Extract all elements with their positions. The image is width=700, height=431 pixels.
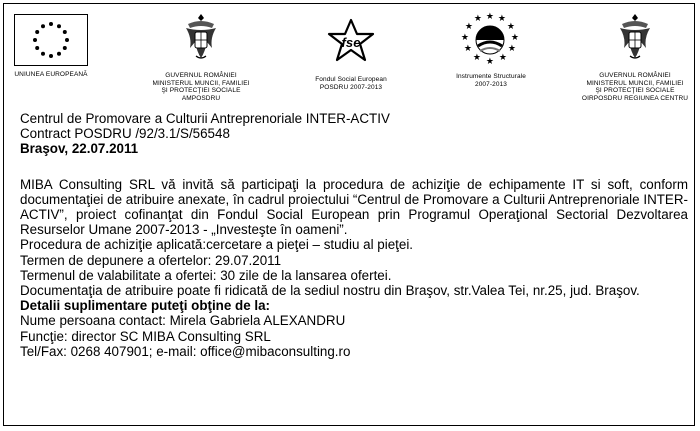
contract-number: Contract POSDRU /92/3.1/S/56548 [20, 126, 230, 142]
logo-strip [6, 10, 694, 102]
svg-text:★: ★ [472, 53, 482, 63]
eu-caption: UNIUNEA EUROPEANĂ [14, 71, 88, 78]
svg-text:★: ★ [498, 53, 508, 63]
logo-instrumente-structurale [436, 10, 546, 88]
logo-government-left [146, 10, 256, 102]
deadline-line: Termen de depunere a ofertelor: 29.07.2011 [20, 252, 282, 268]
gov-left-caption-4: AMPOSDRU [181, 94, 221, 102]
romanian-coat-of-arms-icon [618, 12, 652, 64]
contact-role: Funcţie: director SC MIBA Consulting SRL [20, 328, 271, 344]
logo-fse [296, 10, 406, 91]
svg-text:★: ★ [485, 12, 495, 22]
logo-eu [6, 10, 96, 79]
announcement-body [20, 111, 688, 359]
is-caption-2: 2007-2013 [475, 80, 507, 88]
validity-line: Termenul de valabilitate a ofertei: 30 zile de la lansarea ofertei. [20, 267, 392, 283]
svg-text:★: ★ [463, 44, 473, 54]
svg-text:★: ★ [473, 14, 483, 24]
documentation-line: Documentaţia de atribuire poate fi ridicată de la sediul nostru din Braşov, str.Valea Tei, nr.25, jud. Braşov. [20, 283, 640, 299]
svg-text:★: ★ [464, 22, 474, 32]
romanian-coat-of-arms-icon [184, 12, 218, 64]
contact-phone-email: Tel/Fax: 0268 407901; e-mail: office@mibaconsulting.ro [20, 343, 351, 359]
gov-left-caption-3: ŞI PROTECŢIEI SOCIALE [161, 87, 241, 94]
is-caption-1: Instrumente Structurale [456, 73, 526, 80]
svg-text:★: ★ [497, 14, 507, 24]
gov-right-caption-2: MINISTERUL MUNCII, FAMILIEI [586, 79, 684, 87]
fse-caption-2: POSDRU 2007-2013 [319, 83, 383, 91]
fse-caption-1: Fondul Social European [315, 76, 387, 83]
contact-name: Nume persoana contact: Mirela Gabriela ALEXANDRU [20, 313, 346, 329]
gov-right-caption-4: OIRPOSDRU REGIUNEA CENTRU [581, 94, 689, 102]
gov-right-caption-1: GUVERNUL ROMÂNIEI [599, 72, 671, 79]
fse-logo-text: fse [341, 35, 361, 50]
svg-text:★: ★ [460, 33, 470, 43]
details-heading: Detalii suplimentare puteţi obţine de la: [20, 298, 270, 314]
gov-left-caption-1: GUVERNUL ROMÂNIEI [165, 72, 237, 79]
logo-government-right [576, 10, 694, 102]
spacer [20, 157, 688, 177]
gov-right-caption-3: ŞI PROTECŢIEI SOCIALE [595, 87, 675, 94]
svg-text:★: ★ [485, 57, 495, 67]
location-date: Braşov, 22.07.2011 [20, 141, 139, 157]
intro-paragraph: MIBA Consulting SRL vă invită să participaţi la procedura de achiziţie de echipamente IT si soft, conform documentaţiei de atribuire anexate, în cadrul proiectului “Centrul de Promovare a Culturii Antreprenoriale INTER-ACTIV”, proiect cofinanţat din Fondul Social European prin Programul Operaţional Sectorial Dezvoltarea Resurselor Umane 2007-2013 - „Investeşte în oameni”. [20, 176, 688, 238]
organization-name: Centrul de Promovare a Culturii Antreprenoriale INTER-ACTIV [20, 111, 390, 126]
svg-text:★: ★ [510, 33, 520, 43]
fse-star-logo-icon [321, 16, 381, 68]
svg-text:★: ★ [507, 44, 517, 54]
instrumente-structurale-logo-icon [456, 10, 526, 70]
gov-left-caption-2: MINISTERUL MUNCII, FAMILIEI [152, 79, 250, 87]
procedure-line: Procedura de achiziţie aplicată:cercetare a pieţei – studiu al pieţei. [20, 237, 414, 253]
svg-text:★: ★ [506, 22, 516, 32]
eu-flag-icon [14, 14, 88, 66]
